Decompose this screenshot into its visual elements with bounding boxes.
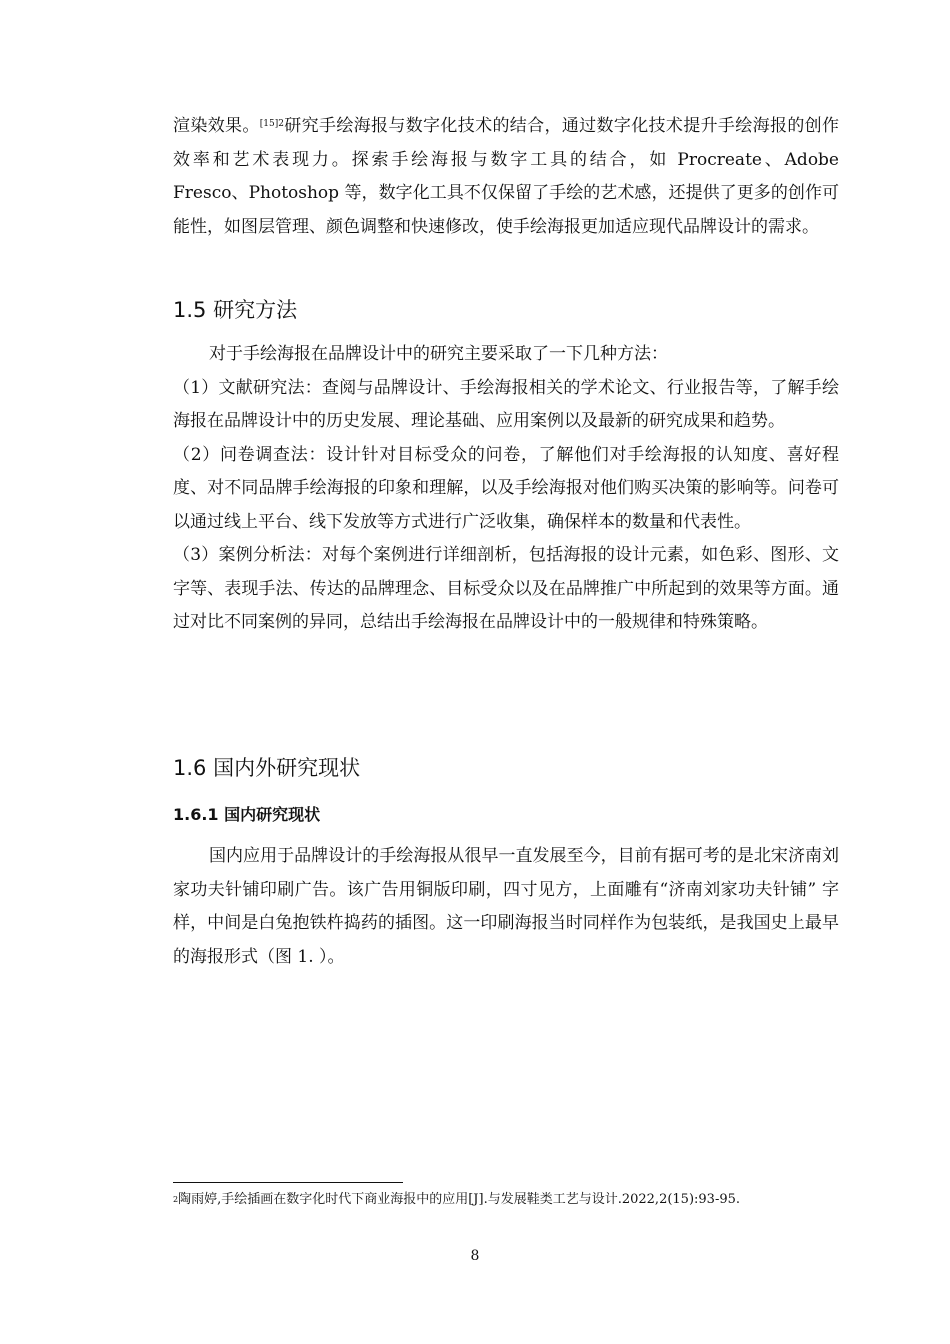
footnote-mark: 2 xyxy=(173,1195,179,1204)
method-item-3: （3）案例分析法：对每个案例进行详细剖析，包括海报的设计元素，如色彩、图形、文字等、表现手法、传达的品牌理念、目标受众以及在品牌推广中所起到的效果等方面。通过对比不同案例的异同，总结出手绘海报在品牌设计中的一般规律和特殊策略。 xyxy=(173,545,839,632)
method-item-2: （2）问卷调查法：设计针对目标受众的问卷，了解他们对手绘海报的认知度、喜好程度、对不同品牌手绘海报的印象和理解，以及手绘海报对他们购买决策的影响等。问卷可以通过线上平台、线下发放等方式进行广泛收集，确保样本的数量和代表性。 xyxy=(173,444,839,532)
section-heading-1-6: 1.6 国内外研究现状 xyxy=(173,756,361,780)
section-1-6-1-body xyxy=(173,840,839,974)
footnote-separator xyxy=(173,1182,403,1183)
domestic-research-paragraph: 国内应用于品牌设计的手绘海报从很早一直发展至今，目前有据可考的是北宋济南刘家功夫针铺印刷广告。该广告用铜版印刷，四寸见方，上面雕有“济南刘家功夫针铺” 字样，中间是白兔抱铁杵捣药的插图。这一印刷海报当时同样作为包装纸，是我国史上最早的海报形式（图 1. ）。 xyxy=(173,846,839,967)
page-number: 8 xyxy=(470,1248,480,1264)
intro-start: 渲染效果。 xyxy=(173,116,260,136)
footnote xyxy=(173,1190,773,1210)
method-item-1: （1）文献研究法：查阅与品牌设计、手绘海报相关的学术论文、行业报告等，了解手绘海报在品牌设计中的历史发展、理论基础、应用案例以及最新的研究成果和趋势。 xyxy=(173,377,839,431)
intro-text: 研究手绘海报与数字化技术的结合，通过数字化技术提升手绘海报的创作效率和艺术表现力。探索手绘海报与数字工具的结合，如 Procreate、Adobe Fresco、Photoshop 等，数字化工具不仅保留了手绘的艺术感，还提供了更多的创作可能性，如图层管理、颜色调整和快速修改，使手绘海报更加适应现代品牌设计的需求。 xyxy=(173,116,840,237)
footnote-text: 陶雨婷,手绘插画在数字化时代下商业海报中的应用[J].与发展鞋类工艺与设计.2022,2(15):93-95. xyxy=(178,1192,741,1207)
section-1-5-body xyxy=(173,338,839,640)
section-1-5-lead: 对于手绘海报在品牌设计中的研究主要采取了一下几种方法： xyxy=(209,344,668,364)
section-heading-1-5: 1.5 研究方法 xyxy=(173,298,298,322)
citation-ref[interactable]: [15]2 xyxy=(259,119,284,129)
subsection-heading-1-6-1: 1.6.1 国内研究现状 xyxy=(173,805,321,824)
intro-paragraph xyxy=(173,110,839,244)
